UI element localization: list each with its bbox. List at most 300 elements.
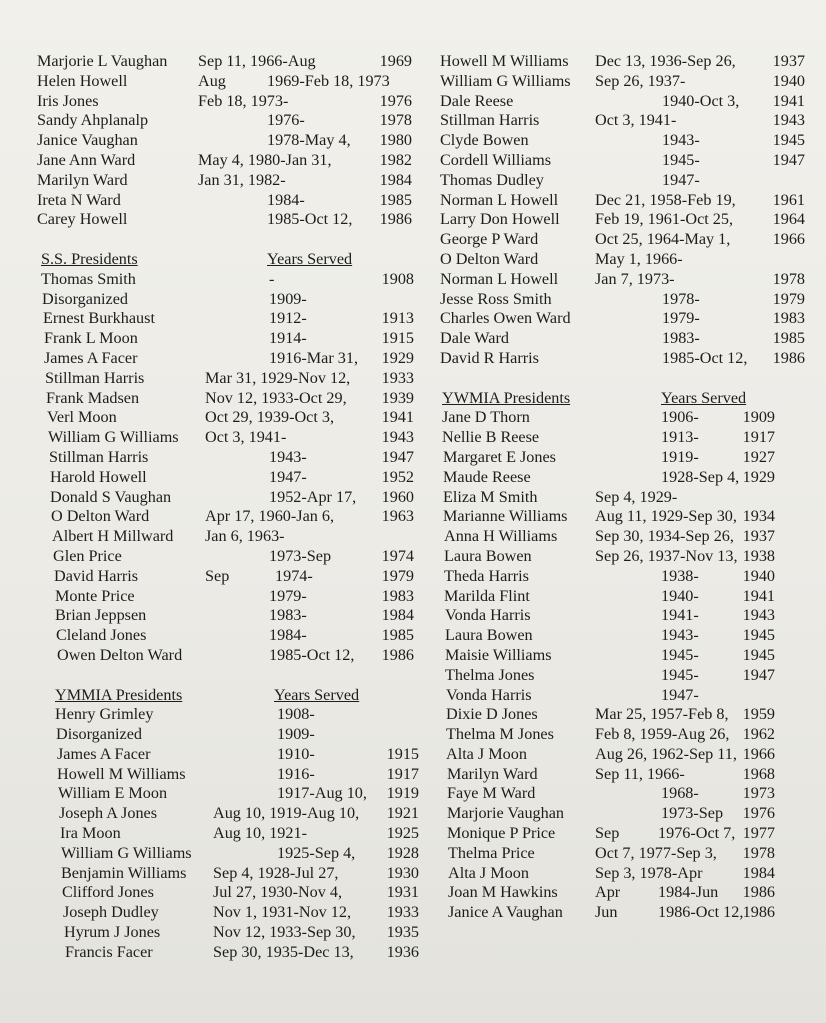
term-start: Mar 31, 1929-Nov 12, (205, 368, 351, 387)
list-item (37, 745, 422, 765)
term-start: 1978- (662, 289, 700, 308)
list-item (440, 804, 810, 824)
person-name: Verl Moon (47, 408, 117, 427)
term-end-year: 1945 (772, 131, 805, 150)
list-item (440, 527, 810, 547)
list-item (440, 52, 810, 72)
term-end-year: 1969 (379, 52, 412, 70)
term-start: 1979- (662, 309, 700, 328)
list-item (37, 646, 422, 666)
term-start: - (269, 269, 275, 288)
list-item (37, 883, 422, 903)
list-item (37, 824, 422, 844)
term-start: Mar 25, 1957-Feb 8, (595, 705, 729, 724)
person-name: Thelma Jones (445, 665, 535, 684)
term-start: 1983- (269, 606, 307, 625)
list-item (440, 784, 810, 804)
term-start: Nov 12, 1933-Oct 29, (205, 388, 347, 407)
term-end-year: 1984 (381, 606, 414, 625)
person-name: Norman L Howell (440, 269, 559, 288)
person-name: William E Moon (58, 784, 168, 803)
term-start: Sep 4, 1928-Jul 27, (213, 863, 339, 882)
term-start: Sep 11, 1966- (595, 764, 685, 783)
term-start: 1943- (269, 447, 307, 466)
term-start: 1947- (269, 467, 307, 486)
term-end-year: 1943 (772, 111, 805, 130)
list-item (440, 230, 810, 250)
term-start: Nov 1, 1931-Nov 12, (213, 903, 352, 922)
list-item (37, 92, 422, 112)
list-item (440, 250, 810, 270)
person-name: Clyde Bowen (440, 131, 529, 150)
term-end-year: 1917 (386, 764, 419, 783)
term-range: 1986-Oct 12, (658, 903, 744, 922)
person-name: Eliza M Smith (443, 487, 538, 506)
term-end-year: 1909 (742, 408, 775, 427)
person-name: Albert H Millward (52, 527, 174, 546)
list-item (440, 765, 810, 785)
ss-presidents-header (37, 250, 422, 270)
term-end-year: 1973 (742, 784, 775, 803)
right-top-list (440, 52, 810, 369)
list-item (440, 844, 810, 864)
term-start: 1968- (661, 784, 699, 803)
term-end-year: 1933 (386, 903, 419, 922)
ywmia-presidents-header (440, 389, 810, 409)
term-end-year: 1969-Feb 18, 1973 (267, 71, 390, 90)
term-end-year: 1945 (742, 626, 775, 645)
term-start: 1947- (661, 685, 699, 704)
person-name: Ernest Burkhaust (43, 309, 155, 328)
term-end-year: 1945 (742, 645, 775, 664)
person-name: Jane Ann Ward (37, 150, 136, 169)
person-name: Dale Reese (440, 91, 514, 110)
term-start: Aug (198, 71, 226, 90)
term-end-year: 1986 (742, 903, 775, 922)
term-end-year: 1925 (386, 824, 419, 843)
term-start: 1938- (661, 566, 699, 585)
person-name: Cordell Williams (440, 150, 552, 169)
term-start: 1919- (661, 447, 699, 466)
person-name: O Delton Ward (440, 249, 539, 268)
term-start: 1940- (661, 586, 699, 605)
list-item (37, 507, 422, 527)
person-name: Ireta N Ward (37, 190, 121, 209)
term-start: Sep (205, 566, 230, 585)
term-end-year: 1938 (742, 546, 775, 565)
term-start: 1979- (269, 586, 307, 605)
term-start: 1917-Aug 10, (277, 784, 367, 803)
term-end-year: 1964 (772, 210, 805, 229)
person-name: George P Ward (440, 230, 539, 249)
list-item (440, 171, 810, 191)
person-name: Vonda Harris (446, 685, 532, 704)
term-end-year: 1979 (381, 566, 414, 585)
term-end-year: 1986 (742, 883, 775, 902)
list-item (440, 428, 810, 448)
person-name: Marianne Williams (443, 507, 568, 526)
term-start: Apr (595, 883, 621, 902)
ymmia-years-served-header: Years Served (274, 685, 360, 704)
term-range: 1974- (275, 566, 313, 585)
list-item (37, 131, 422, 151)
list-item (37, 428, 422, 448)
list-item (37, 626, 422, 646)
person-name: Ira Moon (60, 824, 121, 843)
term-start: 1984- (267, 190, 305, 209)
list-item (440, 725, 810, 745)
list-item (37, 923, 422, 943)
term-end-year: 1929 (381, 348, 414, 367)
person-name: Hyrum J Jones (64, 923, 161, 942)
person-name: Laura Bowen (445, 626, 533, 645)
person-name: Donald S Vaughan (50, 487, 172, 506)
term-end-year: 1986 (379, 210, 412, 229)
list-item (440, 92, 810, 112)
term-end-year: 1978 (742, 843, 775, 862)
term-end-year: 1978 (379, 111, 412, 130)
person-name: Disorganized (42, 289, 129, 308)
list-item (440, 705, 810, 725)
list-item (440, 666, 810, 686)
term-start: 1945- (661, 645, 699, 664)
term-start: Oct 29, 1939-Oct 3, (205, 408, 335, 427)
list-item (37, 408, 422, 428)
term-start: Sep 26, 1937- (595, 71, 686, 90)
term-start: 1909- (277, 725, 315, 744)
person-name: Stillman Harris (49, 447, 149, 466)
list-item (37, 844, 422, 864)
term-start: Aug 10, 1919-Aug 10, (213, 804, 360, 823)
term-end-year: 1941 (742, 586, 775, 605)
person-name: Carey Howell (37, 210, 128, 229)
term-start: 1909- (269, 289, 307, 308)
term-start: Sep 4, 1929- (595, 487, 678, 506)
person-name: Stillman Harris (45, 368, 145, 387)
list-item (37, 171, 422, 191)
term-end-year: 1917 (742, 428, 775, 447)
person-name: Henry Grimley (55, 705, 154, 724)
term-start: Jul 27, 1930-Nov 4, (213, 883, 343, 902)
person-name: Maisie Williams (445, 645, 552, 664)
term-start: Feb 19, 1961-Oct 25, (595, 210, 734, 229)
term-end-year: 1959 (742, 705, 775, 724)
person-name: Monte Price (55, 586, 135, 605)
term-start: Oct 25, 1964-May 1, (595, 230, 731, 249)
term-start: 1947- (662, 170, 700, 189)
term-start: Jun (595, 903, 618, 922)
ymmia-presidents-list (37, 705, 422, 962)
list-item (37, 329, 422, 349)
term-end-year: 1984 (742, 863, 775, 882)
person-name: Clifford Jones (62, 883, 154, 902)
term-start: May 4, 1980-Jan 31, (198, 150, 332, 169)
term-end-year: 1978 (772, 269, 805, 288)
list-item (440, 883, 810, 903)
list-item (37, 210, 422, 230)
person-name: Charles Owen Ward (440, 309, 571, 328)
term-end-year: 1936 (386, 942, 419, 961)
list-item (37, 765, 422, 785)
person-name: David Harris (54, 566, 139, 585)
list-item (440, 408, 810, 428)
term-end-year: 1939 (381, 388, 414, 407)
term-end-year: 1935 (386, 923, 419, 942)
term-end-year: 1952 (381, 467, 414, 486)
list-item (37, 784, 422, 804)
person-name: Helen Howell (37, 71, 128, 90)
term-start: Dec 21, 1958-Feb 19, (595, 190, 736, 209)
term-end-year: 1908 (381, 269, 414, 288)
person-name: Nellie B Reese (442, 428, 540, 447)
term-start: 1978-May 4, (267, 131, 351, 150)
list-item (37, 943, 422, 963)
person-name: Marjorie Vaughan (447, 804, 565, 823)
term-start: 1985-Oct 12, (662, 348, 748, 367)
list-item (37, 527, 422, 547)
term-end-year: 1985 (379, 190, 412, 209)
list-item (440, 824, 810, 844)
term-end-year: 1929 (742, 467, 775, 486)
term-end-year: 1930 (386, 863, 419, 882)
person-name: Thomas Smith (41, 269, 136, 288)
term-end-year: 1979 (772, 289, 805, 308)
list-item (440, 686, 810, 706)
ymmia-presidents-header (37, 686, 422, 706)
person-name: Dixie D Jones (446, 705, 538, 724)
ywmia-presidents-list (440, 408, 810, 923)
list-item (440, 606, 810, 626)
term-end-year: 1983 (772, 309, 805, 328)
term-start: 1952-Apr 17, (269, 487, 357, 506)
person-name: Janice Vaughan (37, 131, 138, 150)
term-start: 1943- (662, 131, 700, 150)
person-name: Thomas Dudley (440, 170, 544, 189)
term-end-year: 1962 (742, 725, 775, 744)
term-end-year: 1980 (379, 131, 412, 150)
person-name: Faye M Ward (447, 784, 536, 803)
term-start: Oct 7, 1977-Sep 3, (595, 843, 717, 862)
term-start: Sep 30, 1935-Dec 13, (213, 942, 354, 961)
term-end-year: 1947 (381, 447, 414, 466)
list-item (440, 448, 810, 468)
list-item (440, 488, 810, 508)
term-end-year: 1982 (379, 150, 412, 169)
right-column (440, 52, 810, 923)
term-end-year: 1941 (381, 408, 414, 427)
list-item (37, 587, 422, 607)
person-name: Owen Delton Ward (57, 645, 183, 664)
ss-presidents-title: S.S. Presidents (41, 249, 138, 268)
person-name: Marilda Flint (444, 586, 530, 605)
list-item (440, 210, 810, 230)
term-start: 1906- (661, 408, 699, 427)
ss-presidents-list (37, 270, 422, 666)
term-start: 1916-Mar 31, (269, 348, 359, 367)
term-end-year: 1933 (381, 368, 414, 387)
term-range: 1984-Jun (658, 883, 719, 902)
person-name: Cleland Jones (56, 626, 147, 645)
term-start: 1985-Oct 12, (269, 645, 355, 664)
term-end-year: 1919 (386, 784, 419, 803)
term-end-year: 1974 (381, 546, 414, 565)
term-start: 1916- (277, 764, 315, 783)
term-start: Sep 3, 1978-Apr (595, 863, 703, 882)
person-name: Alta J Moon (448, 863, 529, 882)
person-name: Thelma Price (448, 843, 535, 862)
list-item (37, 151, 422, 171)
person-name: Jesse Ross Smith (440, 289, 552, 308)
list-item (440, 745, 810, 765)
list-item (37, 52, 422, 72)
term-start: Feb 18, 1973- (198, 91, 289, 110)
list-item (440, 903, 810, 923)
person-name: Theda Harris (444, 566, 529, 585)
term-start: Aug 11, 1929-Sep 30, (595, 507, 737, 526)
list-item (440, 547, 810, 567)
person-name: Norman L Howell (440, 190, 559, 209)
person-name: Howell M Williams (440, 52, 569, 70)
person-name: Joan M Hawkins (448, 883, 558, 902)
person-name: O Delton Ward (51, 507, 150, 526)
list-item (37, 567, 422, 587)
term-end-year: 1931 (386, 883, 419, 902)
term-end-year: 1986 (772, 348, 805, 367)
term-start: Oct 3, 1941- (595, 111, 677, 130)
term-start: 1984- (269, 626, 307, 645)
list-item (37, 547, 422, 567)
term-start: 1914- (269, 329, 307, 348)
list-item (37, 864, 422, 884)
term-end-year: 1961 (772, 190, 805, 209)
list-item (440, 72, 810, 92)
term-end-year: 1943 (742, 606, 775, 625)
person-name: Howell M Williams (57, 764, 186, 783)
person-name: Brian Jeppsen (55, 606, 147, 625)
person-name: Monique P Price (447, 824, 556, 843)
list-item (37, 804, 422, 824)
term-start: Feb 8, 1959-Aug 26, (595, 725, 730, 744)
term-start: 1973-Sep (661, 804, 724, 823)
term-end-year: 1984 (379, 170, 412, 189)
term-start: Sep 26, 1937-Nov 13, (595, 546, 738, 565)
left-top-list (37, 52, 422, 230)
person-name: Larry Don Howell (440, 210, 560, 229)
person-name: Margaret E Jones (443, 447, 556, 466)
list-item (440, 111, 810, 131)
list-item (37, 705, 422, 725)
list-item (37, 468, 422, 488)
term-end-year: 1977 (742, 824, 775, 843)
term-start: Apr 17, 1960-Jan 6, (205, 507, 335, 526)
list-item (440, 468, 810, 488)
person-name: Frank Madsen (46, 388, 140, 407)
term-start: Jan 6, 1963- (205, 527, 285, 546)
person-name: Marilyn Ward (37, 170, 128, 189)
term-end-year: 1940 (772, 71, 805, 90)
term-end-year: 1934 (742, 507, 775, 526)
person-name: Disorganized (56, 725, 143, 744)
person-name: Iris Jones (37, 91, 99, 110)
list-item (440, 270, 810, 290)
person-name: William G Williams (440, 71, 571, 90)
person-name: Sandy Ahplanalp (37, 111, 149, 130)
person-name: Vonda Harris (445, 606, 531, 625)
term-start: Sep 11, 1966-Aug (198, 52, 316, 70)
list-item (37, 191, 422, 211)
term-start: Jan 31, 1982- (198, 170, 286, 189)
term-end-year: 1927 (742, 447, 775, 466)
term-start: 1973-Sep (269, 546, 332, 565)
list-item (37, 369, 422, 389)
list-item (37, 488, 422, 508)
person-name: Stillman Harris (440, 111, 540, 130)
person-name: Marjorie L Vaughan (37, 52, 168, 70)
term-end-year: 1985 (772, 329, 805, 348)
person-name: Maude Reese (443, 467, 531, 486)
list-item (440, 309, 810, 329)
list-item (440, 131, 810, 151)
term-end-year: 1976 (742, 804, 775, 823)
list-item (440, 567, 810, 587)
person-name: Jane D Thorn (442, 408, 530, 427)
person-name: Anna H Williams (444, 527, 558, 546)
list-item (37, 349, 422, 369)
term-end-year: 1913 (381, 309, 414, 328)
list-item (37, 72, 422, 92)
list-item (440, 290, 810, 310)
list-item (37, 448, 422, 468)
person-name: Francis Facer (65, 942, 153, 961)
term-end-year: 1915 (381, 329, 414, 348)
term-end-year: 1928 (386, 843, 419, 862)
term-start: Oct 3, 1941- (205, 428, 287, 447)
list-item (440, 507, 810, 527)
term-start: 1941- (661, 606, 699, 625)
term-start: 1940-Oct 3, (662, 91, 740, 110)
ymmia-presidents-title: YMMIA Presidents (55, 685, 183, 704)
list-item (440, 626, 810, 646)
term-start: Jan 7, 1973- (595, 269, 675, 288)
list-item (440, 646, 810, 666)
person-name: James A Facer (57, 744, 151, 763)
term-end-year: 1921 (386, 804, 419, 823)
term-end-year: 1968 (742, 764, 775, 783)
person-name: Laura Bowen (444, 546, 532, 565)
term-end-year: 1947 (742, 665, 775, 684)
term-start: Sep (595, 824, 620, 843)
term-start: 1912- (269, 309, 307, 328)
term-start: 1945- (662, 150, 700, 169)
person-name: Harold Howell (50, 467, 147, 486)
list-item (440, 329, 810, 349)
term-end-year: 1986 (381, 645, 414, 664)
list-item (440, 191, 810, 211)
term-end-year: 1963 (381, 507, 414, 526)
term-range: 1976-Oct 7, (658, 824, 736, 843)
list-item (440, 349, 810, 369)
list-item (440, 864, 810, 884)
list-item (37, 389, 422, 409)
list-item (440, 151, 810, 171)
term-start: 1985-Oct 12, (267, 210, 353, 229)
term-start: Dec 13, 1936-Sep 26, (595, 52, 736, 70)
list-item (440, 587, 810, 607)
left-column (37, 52, 422, 963)
term-end-year: 1960 (381, 487, 414, 506)
person-name: Frank L Moon (44, 329, 138, 348)
person-name: Alta J Moon (446, 744, 527, 763)
